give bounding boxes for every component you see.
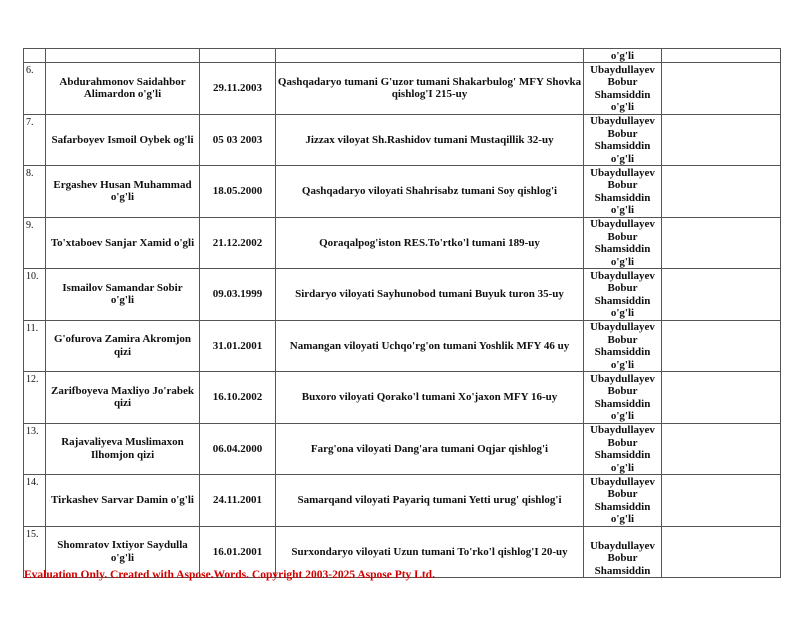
row-number-cell: 7. [24,114,46,166]
supervisor-cell [584,49,662,63]
supervisor-cell [584,423,662,475]
supervisor-name-line: Ubaydullayev [590,269,655,282]
supervisor-name-line: Shamsiddin [594,346,651,358]
row-number-cell: 15. [24,526,46,578]
supervisor-cell [584,526,662,578]
birth-date-cell [200,49,276,63]
supervisor-name-line: Bobur [607,127,638,140]
row-number-cell: 11. [24,320,46,372]
supervisor-name-line: Bobur [607,76,638,88]
supervisor-name-line: o'g'li [610,461,635,474]
supervisor-name-line: Shamsiddin [594,500,651,513]
supervisor-name-line: Ubaydullayev [590,218,655,230]
address-cell: Namangan viloyati Uchqo'rg'on tumani Yoshlik MFY 46 uy [276,320,584,372]
birth-date-cell: 06.04.2000 [200,423,276,475]
name-cell: Tirkashev Sarvar Damin o'g'li [46,475,200,527]
row-number-cell: 14. [24,475,46,527]
supervisor-name-line: Shamsiddin [594,88,651,101]
row-number-cell: 6. [24,63,46,115]
student-table [23,48,781,578]
table-row [24,475,781,527]
address-cell: Surxondaryo viloyati Uzun tumani To'rko'l qishlog'I 20-uy [276,526,584,578]
name-cell: To'xtaboev Sanjar Xamid o'gli [46,217,200,269]
supervisor-name-line: Ubaydullayev [590,539,655,552]
evaluation-watermark: Evaluation Only. Created with Aspose.Words. Copyright 2003-2025 Aspose Pty Ltd. [24,569,435,581]
empty-cell [662,49,781,63]
empty-cell [662,63,781,115]
supervisor-name-line: o'g'li [610,152,635,165]
supervisor-name-line: Shamsiddin [594,449,651,461]
supervisor-name-line: Ubaydullayev [590,424,655,436]
address-cell: Qashqadaryo tumani G'uzor tumani Shakarbulog' MFY Shovka qishlog'I 215-uy [276,63,584,115]
empty-cell [662,217,781,269]
name-cell [46,49,200,63]
birth-date-cell: 09.03.1999 [200,269,276,321]
birth-date-cell: 24.11.2001 [200,475,276,527]
supervisor-name-line: Ubaydullayev [590,321,655,333]
row-number-cell: 13. [24,423,46,475]
table-row [24,423,781,475]
row-number-cell: 8. [24,166,46,218]
address-cell [276,49,584,63]
row-number-cell: 12. [24,372,46,424]
supervisor-cell [584,269,662,321]
name-cell: Abdurahmonov Saidahbor Alimardon o'g'li [46,63,200,115]
name-cell: Rajavaliyeva Muslimaxon Ilhomjon qizi [46,423,200,475]
supervisor-cell [584,63,662,115]
name-cell: Zarifboyeva Maxliyo Jo'rabek qizi [46,372,200,424]
supervisor-cell [584,320,662,372]
table-row [24,269,781,321]
name-cell: G'ofurova Zamira Akromjon qizi [46,320,200,372]
birth-date-cell: 16.10.2002 [200,372,276,424]
empty-cell [662,114,781,166]
table-row-continued [24,49,781,63]
row-number-cell: 9. [24,217,46,269]
empty-cell [662,269,781,321]
supervisor-name-line: Shamsiddin [594,397,651,410]
name-cell: Safarboyev Ismoil Oybek og'li [46,114,200,166]
supervisor-cell [584,114,662,166]
name-cell: Ismailov Samandar Sobir o'g'li [46,269,200,321]
supervisor-name-line: Ubaydullayev [590,115,655,127]
row-number-cell [24,49,46,63]
empty-cell [662,320,781,372]
birth-date-cell: 18.05.2000 [200,166,276,218]
birth-date-cell: 29.11.2003 [200,63,276,115]
table-row [24,372,781,424]
supervisor-cell [584,166,662,218]
supervisor-tail: o'g'li [610,49,635,62]
supervisor-name-line: o'g'li [610,101,635,113]
name-cell: Shomratov Ixtiyor Saydulla o'g'li [46,526,200,578]
supervisor-name-line: o'g'li [610,204,635,216]
table-row [24,320,781,372]
supervisor-name-line: o'g'li [610,410,635,422]
birth-date-cell: 21.12.2002 [200,217,276,269]
address-cell: Jizzax viloyat Sh.Rashidov tumani Mustaqillik 32-uy [276,114,584,166]
empty-cell [662,423,781,475]
birth-date-cell: 05 03 2003 [200,114,276,166]
address-cell: Buxoro viloyati Qorako'l tumani Xo'jaxon MFY 16-uy [276,372,584,424]
supervisor-cell [584,372,662,424]
address-cell: Sirdaryo viloyati Sayhunobod tumani Buyuk turon 35-uy [276,269,584,321]
table-row [24,166,781,218]
supervisor-name-line: o'g'li [610,513,635,525]
supervisor-name-line: o'g'li [610,358,635,371]
supervisor-name-line: Ubaydullayev [590,63,655,76]
supervisor-name-line: Shamsiddin [594,140,651,152]
supervisor-name-line: Bobur [607,488,638,500]
supervisor-name-line: Bobur [607,282,638,294]
supervisor-name-line: Ubaydullayev [590,475,655,488]
supervisor-name-line: Shamsiddin [594,191,651,204]
supervisor-cell [584,217,662,269]
name-cell: Ergashev Husan Muhammad o'g'li [46,166,200,218]
supervisor-name-line: Shamsiddin [594,243,651,255]
supervisor-name-line: Bobur [607,179,638,191]
row-number-cell: 10. [24,269,46,321]
table-row [24,114,781,166]
address-cell: Qoraqalpog'iston RES.To'rtko'l tumani 189-uy [276,217,584,269]
supervisor-name-line: Bobur [607,333,638,346]
empty-cell [662,475,781,527]
address-cell: Farg'ona viloyati Dang'ara tumani Oqjar qishlog'i [276,423,584,475]
supervisor-name-line: Bobur [607,552,638,564]
address-cell: Qashqadaryo viloyati Shahrisabz tumani Soy qishlog'i [276,166,584,218]
supervisor-name-line: o'g'li [610,307,635,319]
empty-cell [662,526,781,578]
birth-date-cell: 31.01.2001 [200,320,276,372]
table-row [24,63,781,115]
supervisor-name-line: o'g'li [610,255,635,268]
empty-cell [662,166,781,218]
supervisor-name-line: Bobur [607,385,638,397]
supervisor-name-line: Bobur [607,436,638,449]
supervisor-name-line: Ubaydullayev [590,372,655,385]
supervisor-name-line: Shamsiddin [594,294,651,307]
table-row [24,217,781,269]
empty-cell [662,372,781,424]
supervisor-name-line: Shamsiddin [594,564,651,577]
birth-date-cell: 16.01.2001 [200,526,276,578]
supervisor-cell [584,475,662,527]
supervisor-name-line: Bobur [607,230,638,243]
supervisor-name-line: Ubaydullayev [590,166,655,179]
address-cell: Samarqand viloyati Payariq tumani Yetti urug' qishlog'i [276,475,584,527]
